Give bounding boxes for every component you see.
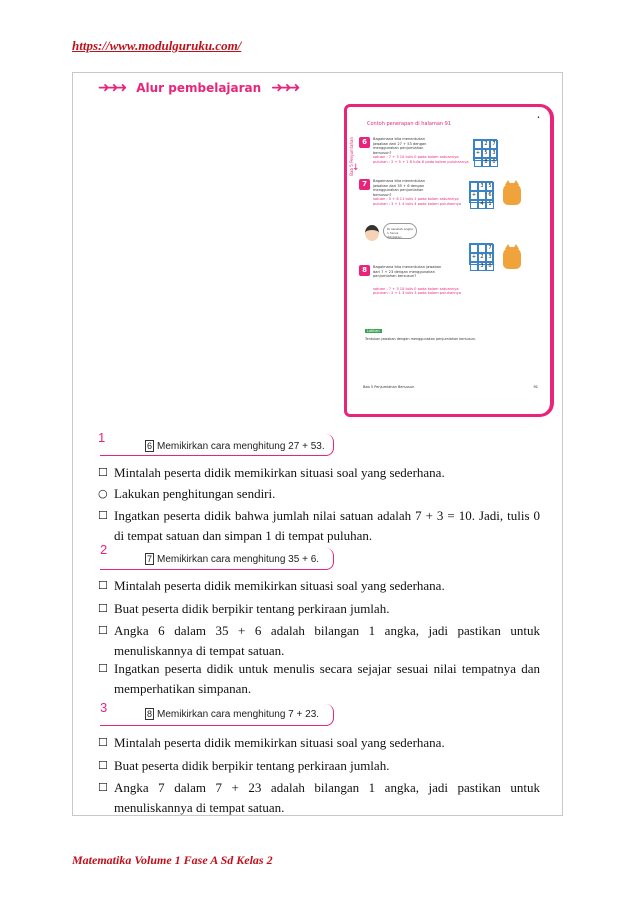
list-item bbox=[98, 463, 540, 483]
book-note: satuan : 7 + 3 10 tulis 0 pada kolom satuannya bbox=[373, 286, 459, 291]
book-line: penjumlahan bersusun? bbox=[373, 274, 417, 279]
checkbox-bullet-icon: ☐ bbox=[98, 579, 108, 592]
section-number: 2 bbox=[100, 542, 108, 557]
triple-arrow-icon: ➜➜➜ bbox=[98, 80, 125, 96]
list-item-text: Mintalah peserta didik memikirkan situasi soal yang sederhana. bbox=[114, 735, 445, 750]
grid-cell: 3 bbox=[486, 253, 494, 262]
book-side-label: Bab 5 Penjumlahan bbox=[349, 137, 354, 176]
book-page-number: 91 bbox=[533, 385, 538, 389]
circle-bullet-icon: ○ bbox=[98, 487, 108, 500]
grid-cell: 3 bbox=[490, 149, 498, 158]
checkbox-bullet-icon: ☐ bbox=[98, 759, 108, 772]
vertical-addition-grid bbox=[473, 139, 497, 165]
section-title bbox=[145, 708, 319, 720]
grid-cell: 4 bbox=[478, 200, 486, 209]
grid-cell: 6 bbox=[486, 191, 494, 200]
list-item bbox=[98, 599, 540, 619]
section-number: 3 bbox=[100, 700, 108, 715]
section-title-text: Memikirkan cara menghitung 27 + 53. bbox=[157, 440, 325, 452]
grid-cell: + bbox=[471, 192, 477, 198]
grid-cell: 2 bbox=[482, 140, 490, 149]
book-note: puluhan : 2 + 5 + 1 8 tulis 8 pada kolom puluhannya bbox=[373, 159, 469, 164]
grid-cell: 7 bbox=[490, 140, 498, 149]
grid-cell bbox=[478, 191, 486, 200]
vertical-addition-grid bbox=[469, 243, 493, 269]
grid-cell bbox=[470, 182, 478, 191]
problem-number-box: 6 bbox=[147, 441, 153, 451]
list-item-text: Buat peserta didik berpikir tentang perkiraan jumlah. bbox=[114, 758, 390, 773]
grid-cell bbox=[478, 244, 486, 253]
textbook-page-image bbox=[344, 104, 554, 417]
grid-cell: 7 bbox=[486, 244, 494, 253]
list-item bbox=[98, 506, 540, 546]
grid-cell: 8 bbox=[482, 158, 490, 167]
list-item-text: Angka 6 dalam 35 + 6 adalah bilangan 1 angka, jadi pastikan untuk menuliskannya di tempat satuan. bbox=[114, 623, 540, 658]
book-line: Bagaimana kita menentukan bbox=[373, 137, 425, 141]
grid-cell: 3 bbox=[478, 182, 486, 191]
book-title: Contoh penerapan di halaman 91 bbox=[367, 121, 452, 127]
grid-cell: 0 bbox=[486, 262, 494, 271]
list-item bbox=[98, 576, 540, 596]
book-line: jawaban dari 35 + 6 dengan bbox=[373, 183, 425, 188]
list-item-text: Lakukan penghitungan sendiri. bbox=[114, 486, 276, 501]
grid-cell: 5 bbox=[482, 149, 490, 158]
grid-cell bbox=[474, 158, 482, 167]
book-line: dari 7 + 23 dengan menggunakan bbox=[373, 269, 435, 274]
book-problem-number: 7 bbox=[359, 179, 370, 190]
checkbox-bullet-icon: ☐ bbox=[98, 781, 108, 794]
book-problem-number: 6 bbox=[359, 137, 370, 148]
grid-cell bbox=[470, 262, 478, 271]
book-problem-text bbox=[373, 137, 483, 165]
book-page-footer: Bab 5 Penjumlahan Bersusun bbox=[363, 385, 415, 389]
speech-bubble: Di sanalah angka 1 harus dituliskan bbox=[383, 223, 417, 239]
section-title-text: Memikirkan cara menghitung 7 + 23. bbox=[157, 708, 320, 720]
book-line: menggunakan penjumlahan bbox=[373, 188, 424, 193]
exercise-label: Latihan bbox=[367, 329, 380, 333]
grid-cell bbox=[470, 200, 478, 209]
page-dot-icon: • bbox=[537, 115, 540, 121]
cat-illustration bbox=[503, 183, 521, 205]
checkbox-bullet-icon: ☐ bbox=[98, 602, 108, 615]
section-title bbox=[145, 553, 319, 565]
cat-illustration bbox=[503, 247, 521, 269]
grid-cell: 2 bbox=[478, 253, 486, 262]
list-item bbox=[98, 659, 540, 699]
checkbox-bullet-icon: ☐ bbox=[98, 624, 108, 637]
list-item-text: Ingatkan peserta didik bahwa jumlah nilai satuan adalah 7 + 3 = 10. Jadi, tulis 0 di tempat satuan dan simpan 1 di tempat puluhan. bbox=[114, 508, 540, 543]
book-problem-text bbox=[373, 179, 483, 207]
section-number: 1 bbox=[98, 430, 106, 445]
section-title-text: Memikirkan cara menghitung 35 + 6. bbox=[157, 553, 320, 565]
checkbox-bullet-icon: ☐ bbox=[98, 736, 108, 749]
list-item-text: Angka 7 dalam 7 + 23 adalah bilangan 1 angka, jadi pastikan untuk menuliskannya di tempat satuan. bbox=[114, 780, 540, 815]
grid-cell: 3 bbox=[478, 262, 486, 271]
grid-cell bbox=[474, 140, 482, 149]
list-item bbox=[98, 778, 540, 818]
checkbox-bullet-icon: ☐ bbox=[98, 662, 108, 675]
book-line: bersusun? bbox=[373, 192, 392, 197]
grid-cell: + bbox=[475, 150, 481, 156]
down-arrow-icon: ↓ bbox=[352, 163, 360, 173]
alur-pembelajaran-label: Alur pembelajaran bbox=[136, 81, 262, 95]
list-item bbox=[98, 733, 540, 753]
problem-number-box: 7 bbox=[147, 554, 153, 564]
grid-cell: 0 bbox=[490, 158, 498, 167]
page-footer: Matematika Volume 1 Fase A Sd Kelas 2 bbox=[72, 853, 273, 867]
child-illustration bbox=[365, 225, 379, 241]
book-note: satuan : 5 + 6 11 tulis 1 pada kolom satuannya bbox=[373, 197, 459, 202]
book-line: Bagaimana kita menentukan jawaban bbox=[373, 265, 442, 269]
book-line: menggunakan penjumlahan bbox=[373, 146, 424, 151]
book-problem-number: 8 bbox=[359, 265, 370, 276]
section-title bbox=[145, 440, 325, 452]
problem-number-box: 8 bbox=[147, 709, 153, 719]
book-note: puluhan : 3 + 1 4 tulis 4 pada kolom puluhannya bbox=[373, 201, 461, 206]
alur-pembelajaran-header bbox=[98, 80, 305, 96]
exercise-prompt: Tentukan jawaban dengan menggunakan penjumlahan bersusun. bbox=[365, 337, 476, 341]
grid-cell: 1 bbox=[486, 200, 494, 209]
grid-cell: 5 bbox=[486, 182, 494, 191]
checkbox-bullet-icon: ☐ bbox=[98, 466, 108, 479]
book-note: satuan : 7 + 3 10 tulis 0 pada kolom satuannya bbox=[373, 155, 459, 160]
source-url-link[interactable]: https://www.modulguruku.com/ bbox=[72, 38, 242, 53]
list-item-text: Ingatkan peserta didik untuk menulis secara sejajar sesuai nilai tempatnya dan memperhatikan simpanan. bbox=[114, 661, 540, 696]
book-line: jawaban dari 27 + 53 dengan bbox=[373, 141, 427, 146]
list-item-text: Mintalah peserta didik memikirkan situasi soal yang sederhana. bbox=[114, 465, 445, 480]
list-item bbox=[98, 484, 540, 504]
book-line: Bagaimana kita menentukan bbox=[373, 179, 425, 183]
vertical-addition-grid bbox=[469, 181, 493, 207]
grid-cell bbox=[470, 244, 478, 253]
list-item bbox=[98, 756, 540, 776]
book-note: puluhan : 2 + 1 3 tulis 3 pada kolom puluhannya bbox=[373, 291, 461, 296]
book-line: bersusun? bbox=[373, 150, 392, 155]
list-item bbox=[98, 621, 540, 661]
list-item-text: Mintalah peserta didik memikirkan situasi soal yang sederhana. bbox=[114, 578, 445, 593]
triple-arrow-icon: ➜➜➜ bbox=[271, 80, 298, 96]
list-item-text: Buat peserta didik berpikir tentang perkiraan jumlah. bbox=[114, 601, 390, 616]
checkbox-bullet-icon: ☐ bbox=[98, 509, 108, 522]
book-problem-text bbox=[373, 265, 483, 296]
grid-cell: + bbox=[471, 254, 477, 260]
